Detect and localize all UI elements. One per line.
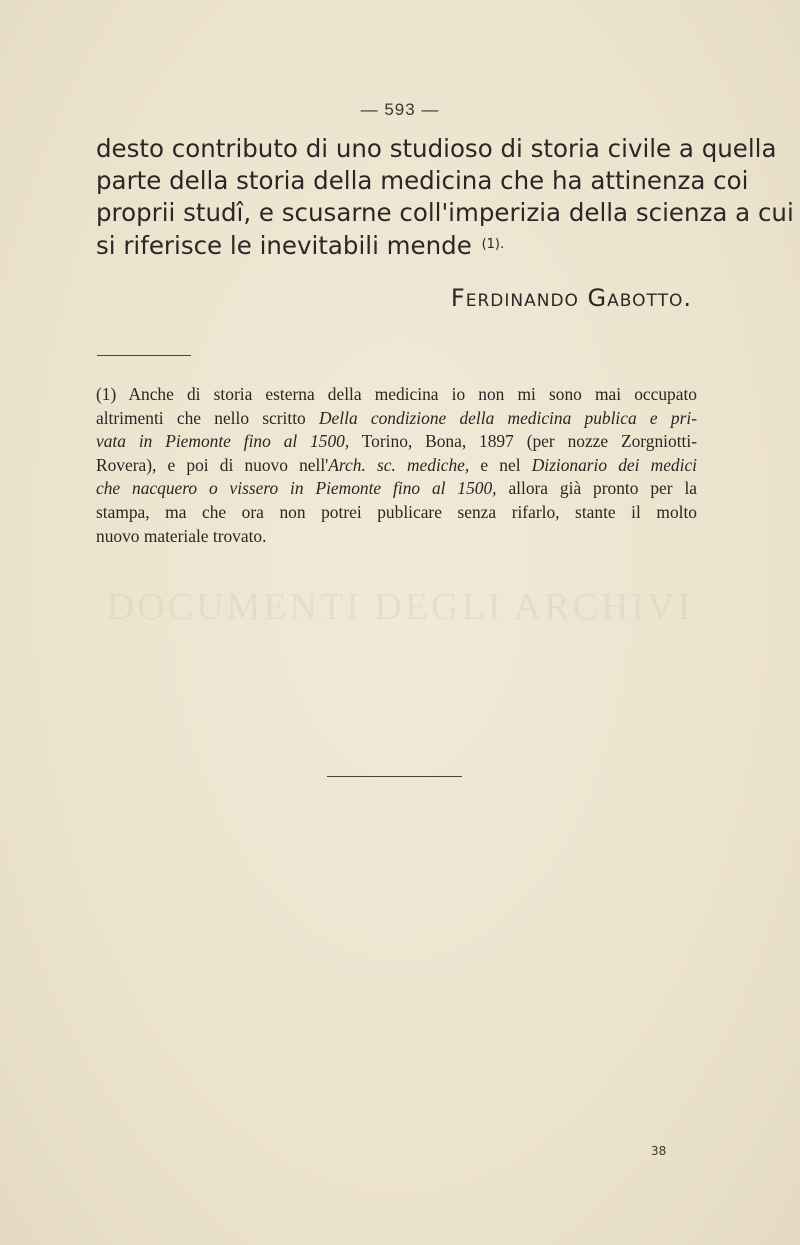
footnote-line bbox=[96, 501, 697, 525]
footnote-text: Torino, Bona, 1897 (per nozze Zorgniotti- bbox=[349, 431, 697, 452]
footnote-text: Rovera), e poi di nuovo nell' bbox=[96, 454, 329, 475]
footnote-text: stampa, ma che ora non potrei publicare senza rifarlo, stante il molto bbox=[96, 501, 697, 522]
footnote-text: allora già pronto per la bbox=[496, 478, 698, 499]
body-paragraph bbox=[96, 133, 794, 262]
body-line bbox=[96, 229, 696, 262]
body-line: parte della storia della medicina che ha attinenza coi bbox=[96, 166, 749, 195]
signature-mark: 38 bbox=[651, 1144, 667, 1158]
footnote-line bbox=[96, 383, 697, 407]
footnote-line bbox=[96, 430, 697, 454]
footnote-text: nuovo materiale trovato. bbox=[96, 525, 267, 546]
footnote-italic-title: che nacquero o vissero in Piemonte fino al 1500, bbox=[96, 478, 497, 499]
footnote-line bbox=[96, 477, 697, 501]
bleed-through-watermark: DOCUMENTI DEGLI ARCHIVI bbox=[106, 586, 694, 628]
footnote-text: (1) Anche di storia esterna della medicina io non mi sono mai occupato bbox=[96, 384, 697, 404]
end-rule bbox=[327, 776, 462, 777]
page-number: — 593 — bbox=[360, 100, 440, 119]
footnote-italic-title: Della condizione della medicina publica e pri- bbox=[319, 407, 697, 428]
body-line: desto contributo di uno studioso di storia civile a quella bbox=[96, 134, 777, 163]
footnote-italic-title: Arch. sc. mediche, bbox=[328, 454, 470, 475]
footnote-italic-title: vata in Piemonte fino al 1500, bbox=[96, 431, 350, 452]
author-signature: Ferdinando Gabotto. bbox=[450, 284, 692, 312]
footnote-reference: (1). bbox=[481, 237, 505, 252]
footnote-divider bbox=[97, 355, 191, 356]
body-line: proprii studî, e scusarne coll'imperizia della scienza a cui bbox=[96, 198, 794, 227]
footnote-line bbox=[96, 525, 697, 549]
footnote bbox=[96, 383, 697, 548]
footnote-italic-title: Dizionario dei medici bbox=[531, 454, 697, 475]
body-line-text: si riferisce le inevitabili mende bbox=[96, 231, 472, 260]
footnote-line bbox=[96, 454, 697, 478]
footnote-text: e nel bbox=[469, 454, 532, 475]
footnote-text: altrimenti che nello scritto bbox=[96, 407, 319, 428]
footnote-line bbox=[96, 407, 697, 431]
